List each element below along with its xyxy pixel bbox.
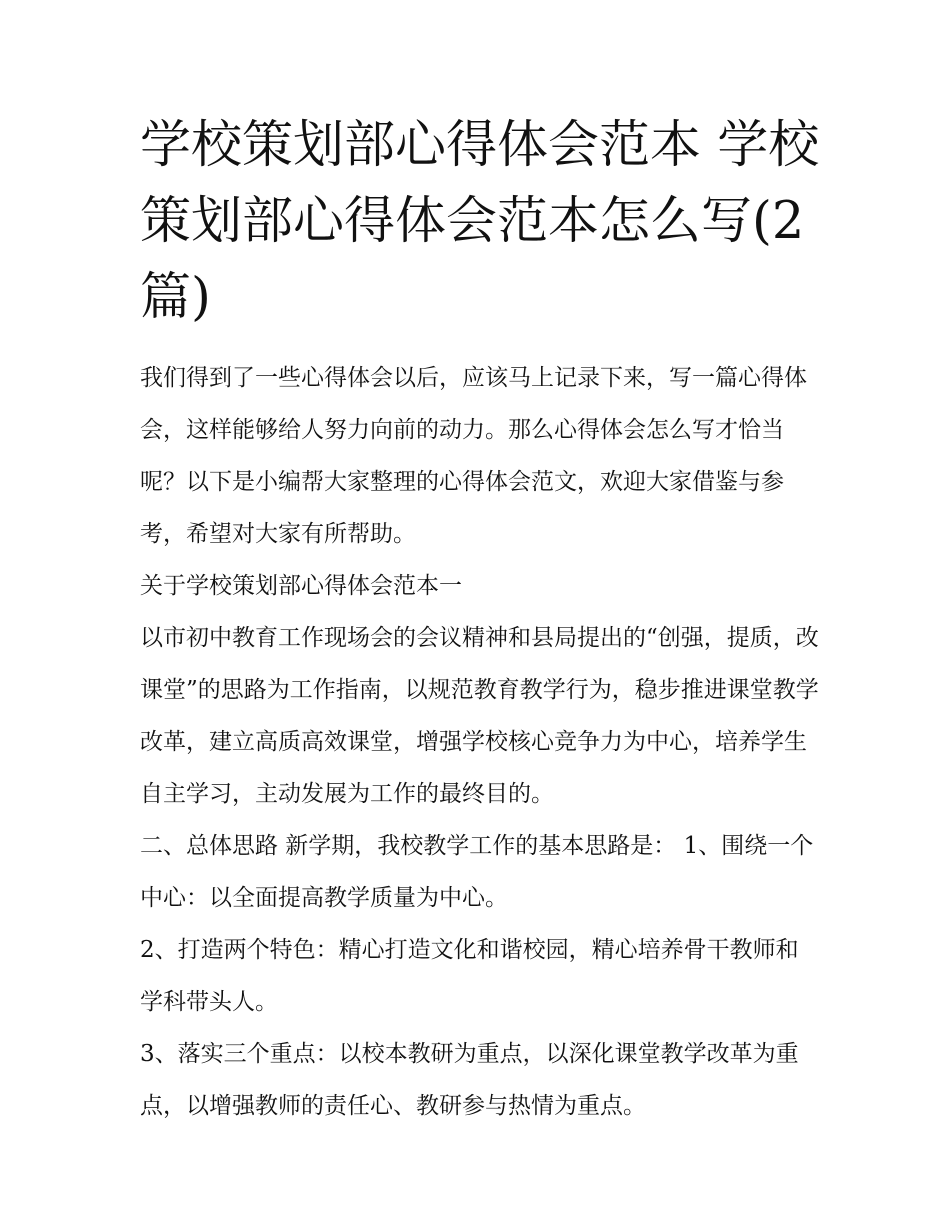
body-paragraph: 3、落实三个重点：以校本教研为重点，以深化课堂教学改革为重点，以增强教师的责任心、教研参与热情为重点。 <box>140 1041 799 1119</box>
document-title: 学校策划部心得体会范本 学校策划部心得体会范本怎么写(2篇) <box>140 116 820 327</box>
document-body <box>140 352 820 1132</box>
body-paragraph: 二、总体思路 新学期，我校教学工作的基本思路是： 1、围绕一个中心：以全面提高教学质量为中心。 <box>140 833 814 911</box>
body-paragraph: 以市初中教育工作现场会的会议精神和县局提出的“创强，提质，改课堂”的思路为工作指南，以规范教育教学行为，稳步推进课堂教学改革，建立高质高效课堂，增强学校核心竞争力为中心，培养学生自主学习，主动发展为工作的最终目的。 <box>140 625 819 807</box>
section-heading: 关于学校策划部心得体会范本一 <box>140 573 462 599</box>
body-paragraph: 2、打造两个特色：精心打造文化和谐校园，精心培养骨干教师和学科带头人。 <box>140 937 799 1015</box>
intro-paragraph: 我们得到了一些心得体会以后，应该马上记录下来，写一篇心得体会，这样能够给人努力向前的动力。那么心得体会怎么写才恰当呢？以下是小编帮大家整理的心得体会范文，欢迎大家借鉴与参考，希望对大家有所帮助。 <box>140 365 807 547</box>
